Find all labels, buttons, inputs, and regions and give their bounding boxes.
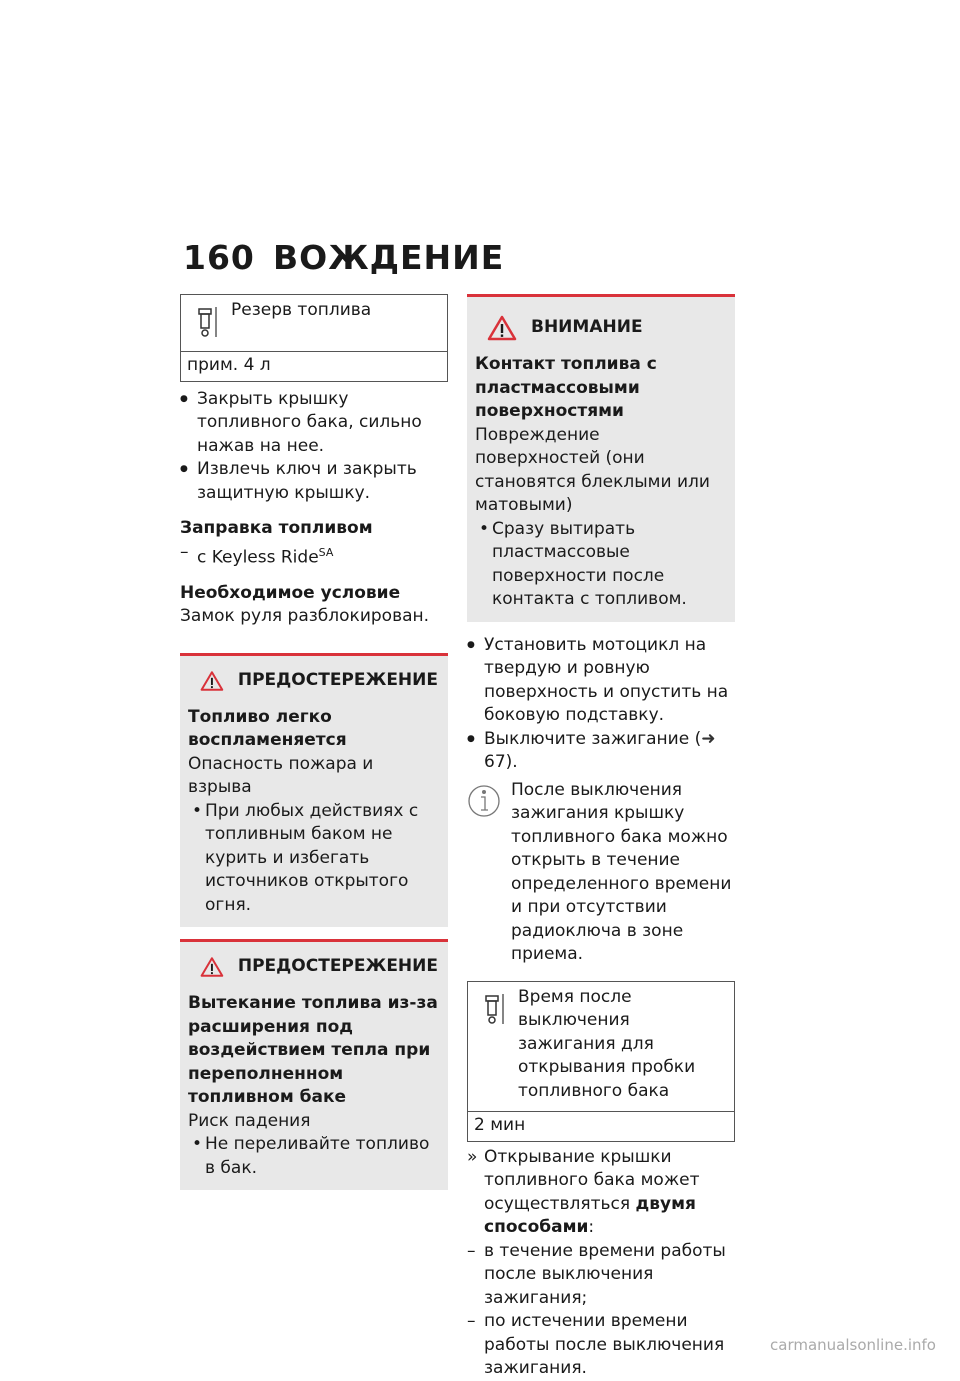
caution-action: • Сразу вытирать пластмассовые поверхности после контакта с топливом. (475, 518, 725, 612)
bullet2-end: ). (505, 752, 518, 772)
warning-action: • При любых действиях с топливным баком не курить и избегать источников открытого огня. (188, 800, 438, 918)
measure-icon (197, 305, 219, 339)
warning-icon (487, 315, 517, 341)
caution-title: Контакт топлива с пластмассовыми поверхностями (475, 354, 657, 421)
warning-risk: Опасность пожара и взрыва (188, 753, 374, 798)
page-ref-arrow-icon: ➜ (701, 728, 716, 749)
warning-title: Вытекание топлива из-за расширения под воздействием тепла при переполненном топливном баке (188, 993, 438, 1108)
spec-reserve (180, 294, 448, 382)
warning-label: ПРЕДОСТЕРЕЖЕНИЕ (237, 669, 438, 690)
prereq-text: Замок руля разблокирован. (180, 606, 430, 627)
page-header (183, 238, 504, 277)
result-text: Открывание крышки топливного бака может осуществляться (484, 1146, 700, 1214)
measure-icon (484, 992, 506, 1026)
list-item: ● Извлечь ключ и закрыть защитную крышку. (180, 458, 448, 505)
result-item (467, 1146, 735, 1240)
caution-risk: Повреждение поверхностей (они становятся блеклыми или матовыми) (475, 424, 710, 515)
footer-watermark: carmanualsonline.info (770, 1336, 936, 1354)
page-number: 160 (183, 238, 255, 277)
result-end: : (588, 1217, 595, 1237)
warning-title: Топливо легко воспламеняется (188, 706, 347, 751)
warning-label: ПРЕДОСТЕРЕЖЕНИЕ (237, 956, 438, 977)
right-column (467, 294, 735, 1381)
info-note (467, 779, 735, 967)
info-text: После выключения зажигания крышку топливного бака можно открыть в течение определенного времени и при отсутствии радиоключа в зоне приема. (511, 779, 732, 964)
page-title: ВОЖДЕНИЕ (273, 238, 505, 277)
spec-label: Резерв топлива (231, 300, 372, 320)
spec-value: 2 мин (468, 1111, 734, 1141)
spec-value: прим. 4 л (181, 351, 447, 381)
result-bold: двумя способами (484, 1193, 696, 1237)
warning-box-fire (180, 653, 448, 928)
dash-item: – в течение времени работы после выключения зажигания; (467, 1240, 735, 1311)
dash-item: – по истечении времени работы после выключения зажигания. (467, 1310, 735, 1381)
list-item (467, 728, 735, 775)
warning-icon (200, 668, 224, 694)
caution-box (467, 294, 735, 622)
warning-icon (200, 954, 224, 980)
section-sub (180, 541, 448, 570)
caution-label: ВНИМАНИЕ (531, 317, 643, 338)
bullet2-text: Выключите зажигание ( (484, 728, 702, 749)
spec-time (467, 981, 735, 1142)
warning-action: • Не переливайте топливо в бак. (188, 1133, 438, 1180)
section-sub-text: с Keyless Ride (197, 547, 319, 568)
prereq-title: Необходимое условие (180, 582, 401, 603)
list-item: ● Установить мотоцикл на твердую и ровную поверхность и опустить на боковую подставку. (467, 634, 735, 728)
info-icon (467, 781, 501, 821)
list-item: ● Закрыть крышку топливного бака, сильно нажав на нее. (180, 388, 448, 459)
section-title: Заправка топливом (180, 518, 373, 538)
page-ref[interactable]: 67 (484, 752, 506, 772)
warning-box-overflow (180, 939, 448, 1190)
left-column (180, 294, 448, 1190)
warning-risk: Риск падения (188, 1110, 311, 1131)
sa-sup: SA (318, 545, 334, 559)
spec-label: Время после выключения зажигания для открывания пробки топливного бака (518, 986, 696, 1101)
